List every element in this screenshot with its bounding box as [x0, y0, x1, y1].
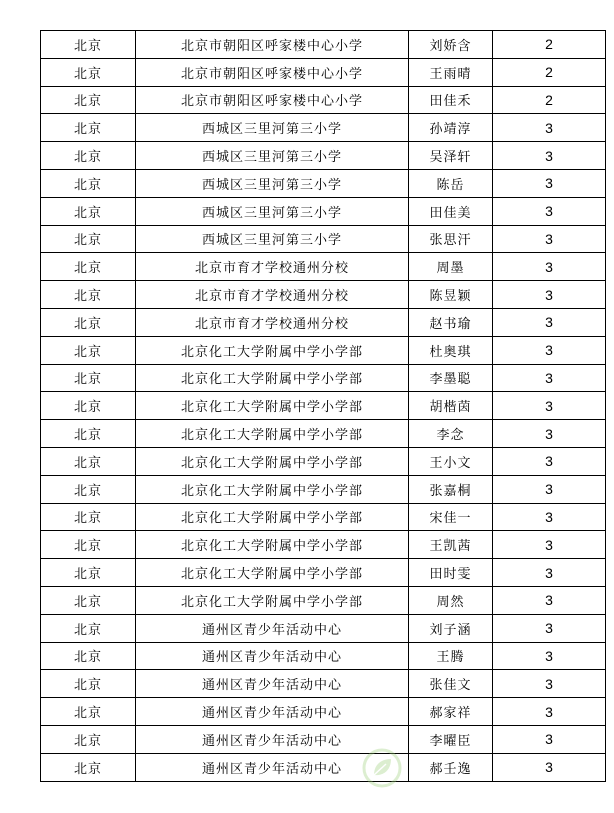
student-name-cell: 周墨 — [409, 253, 493, 281]
student-name-cell: 宋佳一 — [409, 503, 493, 531]
table-row — [41, 364, 606, 392]
table-row — [41, 725, 606, 753]
student-name-cell: 张佳文 — [409, 670, 493, 698]
grade-cell: 3 — [493, 420, 606, 448]
school-cell: 北京市育才学校通州分校 — [136, 281, 409, 309]
table-row — [41, 642, 606, 670]
student-name-cell: 刘娇含 — [409, 31, 493, 59]
grade-cell: 3 — [493, 392, 606, 420]
region-cell: 北京 — [41, 308, 136, 336]
school-cell: 北京化工大学附属中学小学部 — [136, 559, 409, 587]
student-name-cell: 张嘉桐 — [409, 475, 493, 503]
student-name-cell: 胡楷茵 — [409, 392, 493, 420]
table-row — [41, 447, 606, 475]
region-cell: 北京 — [41, 642, 136, 670]
table-row — [41, 420, 606, 448]
table-row — [41, 197, 606, 225]
table-row — [41, 614, 606, 642]
grade-cell: 3 — [493, 725, 606, 753]
grade-cell: 3 — [493, 336, 606, 364]
region-cell: 北京 — [41, 559, 136, 587]
table-row — [41, 31, 606, 59]
school-cell: 北京市朝阳区呼家楼中心小学 — [136, 86, 409, 114]
region-cell: 北京 — [41, 420, 136, 448]
table-row — [41, 336, 606, 364]
school-cell: 通州区青少年活动中心 — [136, 670, 409, 698]
region-cell: 北京 — [41, 725, 136, 753]
region-cell: 北京 — [41, 475, 136, 503]
school-cell: 北京化工大学附属中学小学部 — [136, 364, 409, 392]
participant-table — [40, 30, 606, 782]
school-cell: 通州区青少年活动中心 — [136, 642, 409, 670]
student-name-cell: 郝家祥 — [409, 698, 493, 726]
grade-cell: 3 — [493, 698, 606, 726]
student-name-cell: 赵书瑜 — [409, 308, 493, 336]
school-cell: 西城区三里河第三小学 — [136, 142, 409, 170]
grade-cell: 3 — [493, 114, 606, 142]
student-name-cell: 张思汗 — [409, 225, 493, 253]
student-name-cell: 陈岳 — [409, 169, 493, 197]
region-cell: 北京 — [41, 197, 136, 225]
region-cell: 北京 — [41, 364, 136, 392]
region-cell: 北京 — [41, 392, 136, 420]
grade-cell: 2 — [493, 31, 606, 59]
school-cell: 西城区三里河第三小学 — [136, 197, 409, 225]
grade-cell: 3 — [493, 142, 606, 170]
grade-cell: 3 — [493, 614, 606, 642]
student-name-cell: 王小文 — [409, 447, 493, 475]
table-row — [41, 698, 606, 726]
region-cell: 北京 — [41, 114, 136, 142]
school-cell: 北京化工大学附属中学小学部 — [136, 392, 409, 420]
table-row — [41, 58, 606, 86]
student-name-cell: 孙靖淳 — [409, 114, 493, 142]
grade-cell: 2 — [493, 58, 606, 86]
student-name-cell: 王雨晴 — [409, 58, 493, 86]
student-name-cell: 田佳禾 — [409, 86, 493, 114]
school-cell: 北京市朝阳区呼家楼中心小学 — [136, 31, 409, 59]
region-cell: 北京 — [41, 336, 136, 364]
school-cell: 北京市朝阳区呼家楼中心小学 — [136, 58, 409, 86]
school-cell: 西城区三里河第三小学 — [136, 114, 409, 142]
table-row — [41, 559, 606, 587]
school-cell: 西城区三里河第三小学 — [136, 169, 409, 197]
school-cell: 通州区青少年活动中心 — [136, 698, 409, 726]
region-cell: 北京 — [41, 253, 136, 281]
grade-cell: 3 — [493, 642, 606, 670]
student-name-cell: 陈昱颖 — [409, 281, 493, 309]
school-cell: 北京化工大学附属中学小学部 — [136, 586, 409, 614]
region-cell: 北京 — [41, 281, 136, 309]
school-cell: 北京市育才学校通州分校 — [136, 308, 409, 336]
student-name-cell: 李念 — [409, 420, 493, 448]
grade-cell: 3 — [493, 225, 606, 253]
student-name-cell: 王腾 — [409, 642, 493, 670]
school-cell: 北京市育才学校通州分校 — [136, 253, 409, 281]
grade-cell: 3 — [493, 169, 606, 197]
region-cell: 北京 — [41, 670, 136, 698]
region-cell: 北京 — [41, 58, 136, 86]
leaf-logo-icon — [362, 748, 402, 788]
student-name-cell: 郝壬逸 — [409, 753, 493, 781]
region-cell: 北京 — [41, 614, 136, 642]
student-name-cell: 杜奥琪 — [409, 336, 493, 364]
table-row — [41, 142, 606, 170]
student-name-cell: 周然 — [409, 586, 493, 614]
student-name-cell: 刘子涵 — [409, 614, 493, 642]
region-cell: 北京 — [41, 447, 136, 475]
grade-cell: 3 — [493, 364, 606, 392]
region-cell: 北京 — [41, 169, 136, 197]
school-cell: 北京化工大学附属中学小学部 — [136, 447, 409, 475]
table-row — [41, 86, 606, 114]
grade-cell: 3 — [493, 281, 606, 309]
student-name-cell: 田佳美 — [409, 197, 493, 225]
table-row — [41, 308, 606, 336]
school-cell: 通州区青少年活动中心 — [136, 753, 409, 781]
table-row — [41, 169, 606, 197]
region-cell: 北京 — [41, 31, 136, 59]
grade-cell: 2 — [493, 86, 606, 114]
student-name-cell: 李曜臣 — [409, 725, 493, 753]
table-row — [41, 114, 606, 142]
region-cell: 北京 — [41, 753, 136, 781]
school-cell: 通州区青少年活动中心 — [136, 725, 409, 753]
student-name-cell: 田时雯 — [409, 559, 493, 587]
school-cell: 北京化工大学附属中学小学部 — [136, 420, 409, 448]
region-cell: 北京 — [41, 225, 136, 253]
table-row — [41, 531, 606, 559]
region-cell: 北京 — [41, 586, 136, 614]
region-cell: 北京 — [41, 698, 136, 726]
region-cell: 北京 — [41, 531, 136, 559]
region-cell: 北京 — [41, 86, 136, 114]
grade-cell: 3 — [493, 308, 606, 336]
region-cell: 北京 — [41, 142, 136, 170]
school-cell: 北京化工大学附属中学小学部 — [136, 475, 409, 503]
school-cell: 通州区青少年活动中心 — [136, 614, 409, 642]
table-row — [41, 475, 606, 503]
grade-cell: 3 — [493, 197, 606, 225]
grade-cell: 3 — [493, 503, 606, 531]
student-name-cell: 吴泽轩 — [409, 142, 493, 170]
grade-cell: 3 — [493, 531, 606, 559]
table-row — [41, 253, 606, 281]
table-row — [41, 503, 606, 531]
grade-cell: 3 — [493, 670, 606, 698]
grade-cell: 3 — [493, 253, 606, 281]
school-cell: 北京化工大学附属中学小学部 — [136, 531, 409, 559]
grade-cell: 3 — [493, 447, 606, 475]
region-cell: 北京 — [41, 503, 136, 531]
school-cell: 北京化工大学附属中学小学部 — [136, 503, 409, 531]
grade-cell: 3 — [493, 475, 606, 503]
table-row — [41, 670, 606, 698]
school-cell: 西城区三里河第三小学 — [136, 225, 409, 253]
table-row — [41, 392, 606, 420]
grade-cell: 3 — [493, 559, 606, 587]
participant-table-body — [41, 31, 606, 782]
student-name-cell: 李墨聪 — [409, 364, 493, 392]
student-name-cell: 王凯茜 — [409, 531, 493, 559]
grade-cell: 3 — [493, 753, 606, 781]
school-cell: 北京化工大学附属中学小学部 — [136, 336, 409, 364]
table-row — [41, 225, 606, 253]
table-row — [41, 281, 606, 309]
table-row — [41, 753, 606, 781]
grade-cell: 3 — [493, 586, 606, 614]
table-row — [41, 586, 606, 614]
